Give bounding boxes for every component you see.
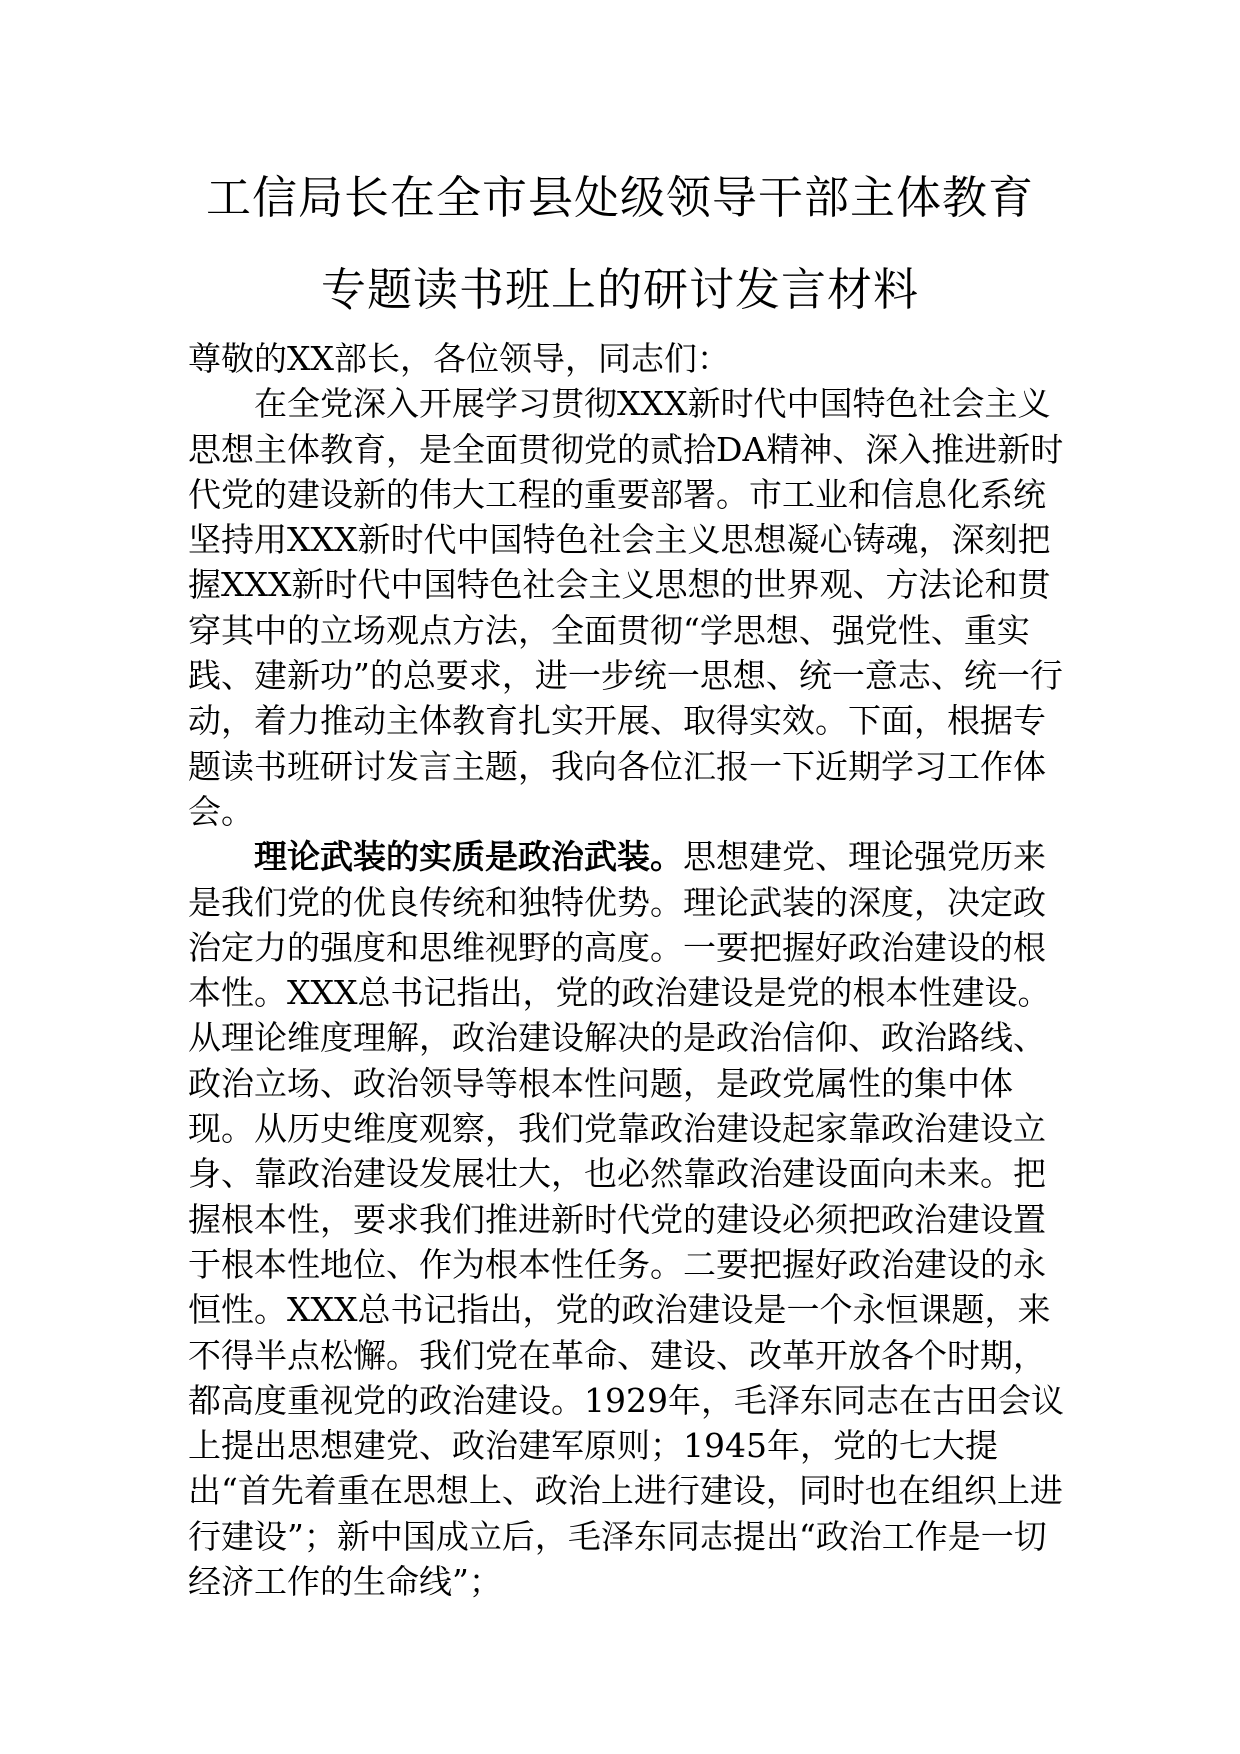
document-title-line-1: 工信局长在全市县处级领导干部主体教育: [205, 171, 1034, 224]
paragraph-theory: [188, 834, 1068, 1604]
salutation: 尊敬的XX部长，各位领导，同志们：: [188, 339, 730, 378]
document-body: [188, 336, 1068, 1604]
paragraph-theory-body: 思想建党、理论强党历来是我们党的优良传统和独特优势。理论武装的深度，决定政治定力的强度和思维视野的高度。一要把握好政治建设的根本性。XXX总书记指出，党的政治建设是党的根本性建设。从理论维度理解，政治建设解决的是政治信仰、政治路线、政治立场、政治领导等根本性问题，是政党属性的集中体现。从历史维度观察，我们党靠政治建设起家靠政治建设立身、靠政治建设发展壮大，也必然靠政治建设面向未来。把握根本性，要求我们推进新时代党的建设必须把政治建设置于根本性地位、作为根本性任务。二要把握好政治建设的永恒性。XXX总书记指出，党的政治建设是一个永恒课题，来不得半点松懈。我们党在革命、建设、改革开放各个时期，都高度重视党的政治建设。1929年，毛泽东同志在古田会议上提出思想建党、政治建军原则；1945年，党的七大提出“首先着重在思想上、政治上进行建设，同时也在组织上进行建设”；新中国成立后，毛泽东同志提出“政治工作是一切经济工作的生命线”；: [188, 837, 1064, 1602]
paragraph-intro: 在全党深入开展学习贯彻XXX新时代中国特色社会主义思想主体教育，是全面贯彻党的贰拾DA精神、深入推进新时代党的建设新的伟大工程的重要部署。市工业和信息化系统坚持用XXX新时代中国特色社会主义思想凝心铸魂，深刻把握XXX新时代中国特色社会主义思想的世界观、方法论和贯穿其中的立场观点方法，全面贯彻“学思想、强党性、重实践、建新功”的总要求，进一步统一思想、统一意志、统一行动，着力推动主体教育扎实开展、取得实效。下面，根据专题读书班研讨发言主题，我向各位汇报一下近期学习工作体会。: [188, 384, 1064, 831]
document-title-line-2: 专题读书班上的研讨发言材料: [320, 263, 919, 316]
paragraph-lead-heading: 理论武装的实质是政治武装。: [254, 837, 683, 877]
